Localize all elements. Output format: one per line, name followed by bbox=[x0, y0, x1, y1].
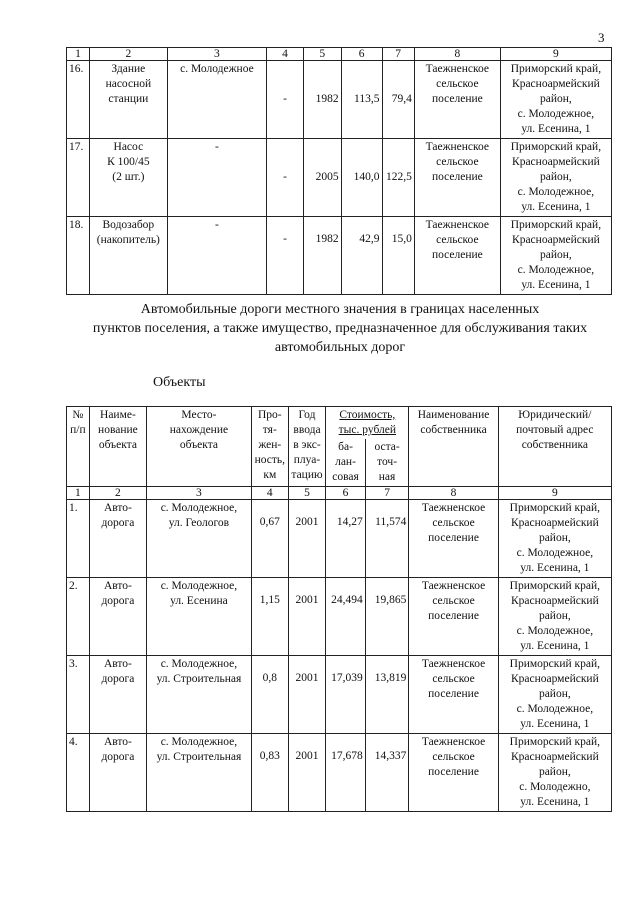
column-number: 1 bbox=[67, 487, 90, 500]
table-row bbox=[67, 139, 612, 217]
header-residual: оста- точ- ная bbox=[365, 439, 409, 487]
object-name: Авто- дорога bbox=[89, 656, 146, 734]
residual-value: 14,337 bbox=[365, 734, 409, 812]
section-heading: Автомобильные дороги местного значения в границах населенных пунктов поселения, а также имущество, предназначенное для обслуживания таких автомобильных дорог bbox=[92, 302, 588, 355]
owner-name: Таежненское сельское поселение bbox=[409, 500, 498, 578]
column-number: 7 bbox=[365, 487, 409, 500]
header-balance: ба- лан- совая bbox=[326, 439, 365, 487]
property-table-continuation bbox=[66, 47, 612, 295]
column-number-row bbox=[67, 487, 612, 500]
object-name: Авто- дорога bbox=[89, 500, 146, 578]
table-row bbox=[67, 734, 612, 812]
commission-year: 1982 bbox=[303, 217, 341, 295]
header-length: Про- тя- жен- ность, км bbox=[251, 407, 288, 487]
row-number: 2. bbox=[67, 578, 90, 656]
object-length: 0,83 bbox=[251, 734, 288, 812]
owner-address: Приморский край, Красноармейский район, с. Молодежное, ул. Есенина, 1 bbox=[500, 61, 611, 139]
residual-value: 11,574 bbox=[365, 500, 409, 578]
row-number: 3. bbox=[67, 656, 90, 734]
object-location: - bbox=[167, 217, 267, 295]
balance-value: 17,039 bbox=[326, 656, 365, 734]
object-location: - bbox=[167, 139, 267, 217]
header-name: Наиме- нование объекта bbox=[89, 407, 146, 487]
header-number: № п/п bbox=[67, 407, 90, 487]
header-row bbox=[67, 407, 612, 440]
object-name: Авто- дорога bbox=[89, 578, 146, 656]
column-number: 1 bbox=[67, 48, 90, 61]
balance-value: 42,9 bbox=[341, 217, 382, 295]
header-cost: Стоимость, тыс. рублей bbox=[326, 407, 409, 440]
column-number: 4 bbox=[251, 487, 288, 500]
balance-value: 140,0 bbox=[341, 139, 382, 217]
owner-name: Таежненское сельское поселение bbox=[409, 656, 498, 734]
object-length: - bbox=[267, 139, 304, 217]
balance-value: 24,494 bbox=[326, 578, 365, 656]
owner-name: Таежненское сельское поселение bbox=[414, 61, 500, 139]
commission-year: 1982 bbox=[303, 61, 341, 139]
column-number: 4 bbox=[267, 48, 304, 61]
commission-year: 2001 bbox=[288, 500, 326, 578]
object-name: Насос К 100/45 (2 шт.) bbox=[90, 139, 168, 217]
owner-name: Таежненское сельское поселение bbox=[414, 139, 500, 217]
owner-address: Приморский край, Красноармейский район, с. Молодежное, ул. Есенина, 1 bbox=[498, 656, 611, 734]
balance-value: 17,678 bbox=[326, 734, 365, 812]
column-number: 3 bbox=[167, 48, 267, 61]
owner-name: Таежненское сельское поселение bbox=[409, 578, 498, 656]
object-length: 0,67 bbox=[251, 500, 288, 578]
column-number: 5 bbox=[288, 487, 326, 500]
commission-year: 2001 bbox=[288, 656, 326, 734]
residual-value: 79,4 bbox=[382, 61, 414, 139]
object-length: - bbox=[267, 61, 304, 139]
object-location: с. Молодежное, ул. Геологов bbox=[146, 500, 251, 578]
table-row bbox=[67, 61, 612, 139]
owner-name: Таежненское сельское поселение bbox=[409, 734, 498, 812]
table-row bbox=[67, 217, 612, 295]
owner-name: Таежненское сельское поселение bbox=[414, 217, 500, 295]
owner-address: Приморский край, Красноармейский район, с. Молодежно, ул. Есенина, 1 bbox=[498, 734, 611, 812]
table-row bbox=[67, 656, 612, 734]
column-number: 5 bbox=[303, 48, 341, 61]
owner-address: Приморский край, Красноармейский район, с. Молодежное, ул. Есенина, 1 bbox=[500, 139, 611, 217]
column-number: 6 bbox=[326, 487, 365, 500]
row-number: 17. bbox=[67, 139, 90, 217]
residual-value: 122,5 bbox=[382, 139, 414, 217]
object-length: - bbox=[267, 217, 304, 295]
object-location: с. Молодежное, ул. Строительная bbox=[146, 734, 251, 812]
residual-value: 15,0 bbox=[382, 217, 414, 295]
column-number: 8 bbox=[409, 487, 498, 500]
owner-address: Приморский край, Красноармейский район, с. Молодежное, ул. Есенина, 1 bbox=[500, 217, 611, 295]
column-number: 9 bbox=[498, 487, 611, 500]
residual-value: 19,865 bbox=[365, 578, 409, 656]
commission-year: 2005 bbox=[303, 139, 341, 217]
column-number: 9 bbox=[500, 48, 611, 61]
commission-year: 2001 bbox=[288, 578, 326, 656]
owner-address: Приморский край, Красноармейский район, с. Молодежное, ул. Есенина, 1 bbox=[498, 500, 611, 578]
object-length: 0,8 bbox=[251, 656, 288, 734]
header-location: Место- нахождение объекта bbox=[146, 407, 251, 487]
table-row bbox=[67, 500, 612, 578]
column-number: 7 bbox=[382, 48, 414, 61]
object-location: с. Молодежное bbox=[167, 61, 267, 139]
owner-address: Приморский край, Красноармейский район, с. Молодежное, ул. Есенина, 1 bbox=[498, 578, 611, 656]
object-name: Авто- дорога bbox=[89, 734, 146, 812]
page-number: 3 bbox=[598, 30, 605, 45]
column-number: 8 bbox=[414, 48, 500, 61]
header-address: Юридический/ почтовый адрес собственника bbox=[498, 407, 611, 487]
header-year: Год ввода в экс- плуа- тацию bbox=[288, 407, 326, 487]
column-number: 2 bbox=[90, 48, 168, 61]
balance-value: 113,5 bbox=[341, 61, 382, 139]
column-number: 3 bbox=[146, 487, 251, 500]
object-name: Водозабор (накопитель) bbox=[90, 217, 168, 295]
roads-table bbox=[66, 406, 612, 812]
object-name: Здание насосной станции bbox=[90, 61, 168, 139]
column-number-row bbox=[67, 48, 612, 61]
commission-year: 2001 bbox=[288, 734, 326, 812]
object-length: 1,15 bbox=[251, 578, 288, 656]
row-number: 1. bbox=[67, 500, 90, 578]
row-number: 18. bbox=[67, 217, 90, 295]
objects-title: Объекты bbox=[153, 375, 206, 390]
column-number: 2 bbox=[89, 487, 146, 500]
residual-value: 13,819 bbox=[365, 656, 409, 734]
balance-value: 14,27 bbox=[326, 500, 365, 578]
object-location: с. Молодежное, ул. Строительная bbox=[146, 656, 251, 734]
column-number: 6 bbox=[341, 48, 382, 61]
header-owner: Наименование собственника bbox=[409, 407, 498, 487]
row-number: 4. bbox=[67, 734, 90, 812]
object-location: с. Молодежное, ул. Есенина bbox=[146, 578, 251, 656]
table-row bbox=[67, 578, 612, 656]
row-number: 16. bbox=[67, 61, 90, 139]
